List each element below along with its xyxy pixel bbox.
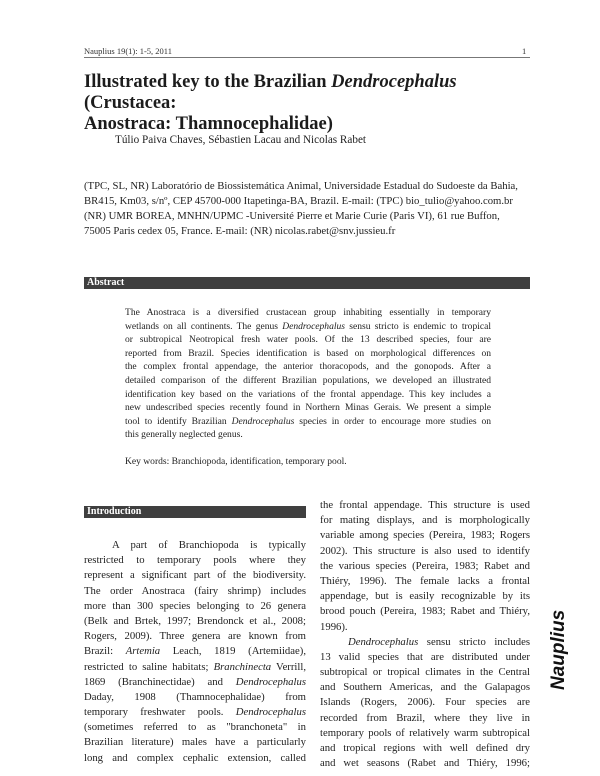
body-line: restricted to temporary pools where they — [84, 554, 306, 567]
title-part-2: (Crustacea: — [84, 93, 177, 113]
body-line: 1996). — [320, 620, 348, 633]
affiliation-line: BR415, Km03, s/nº, CEP 45700-000 Itapetinga-BA, Brazil. E-mail: (TPC) bio_tulio@yahoo.com.br — [84, 195, 513, 207]
introduction-heading: Introduction — [84, 506, 306, 518]
body-line: and tropical regions with well defined dry — [320, 742, 530, 754]
body-line: temporary pools of relatively warm subtropical — [320, 726, 530, 739]
body-line: and wet seasons (Rabet and Thiéry, 1996; — [320, 757, 530, 770]
article-title — [84, 72, 534, 135]
body-line: for mating displays, and is morphologically — [320, 514, 530, 527]
body-line: long and complex cephalic extension, called — [84, 751, 306, 764]
body-line: Thiéry, 1996). The female lacks a frontal — [320, 574, 530, 587]
abstract-body — [125, 306, 491, 442]
body-line: more than 300 species belonging to 26 genera — [84, 599, 306, 612]
body-line: 13 valid species that are distributed under — [320, 650, 530, 663]
body-line: Brazilian literature) males have a particularly — [84, 736, 306, 749]
body-line: Daday, 1908 (Thamnocephalidae) from — [84, 690, 306, 703]
page-number: 1 — [522, 46, 527, 56]
title-genus: Dendrocephalus — [331, 72, 457, 92]
body-line: represent a significant part of the biodiversity. — [84, 569, 306, 582]
abstract-line: this generally neglected genus. — [125, 429, 243, 441]
body-line: 2002). This structure is also used to identify — [320, 544, 530, 557]
keywords: Key words: Branchiopoda, identification, temporary pool. — [125, 456, 347, 467]
body-column-left — [84, 538, 306, 766]
body-column-right — [320, 498, 530, 771]
body-line: recorded from Brazil, where they live in — [320, 711, 530, 724]
running-head: Nauplius 19(1): 1-5, 2011 — [84, 46, 172, 56]
abstract-line: identification key based on the variations of the frontal appendage. This key includes a — [125, 388, 491, 400]
affiliation-line: 75005 Paris cedex 05, France. E-mail: (NR) nicolas.rabet@snv.jussieu.fr — [84, 225, 396, 237]
body-line: The order Anostraca (fairy shrimp) includes — [84, 584, 306, 597]
author-list: Túlio Paiva Chaves, Sébastien Lacau and Nicolas Rabet — [115, 134, 367, 146]
body-line: restricted to saline habitats; Branchinecta Verrill, — [84, 660, 307, 673]
body-line: the various species (Pereira, 1983; Rabet and — [320, 559, 530, 572]
journal-logo: Nauplius — [548, 609, 569, 690]
abstract-line: the complex frontal appendage, the anterior thoracopods, and the gonopods. After a — [125, 361, 491, 373]
body-line: subtropical or tropical climates in the Central — [320, 666, 530, 679]
header-rule — [84, 57, 530, 58]
body-line: appendage, but is easily recognizable by its — [320, 590, 530, 603]
affiliations — [84, 179, 534, 239]
body-line: Dendrocephalus sensu stricto includes — [348, 635, 530, 648]
body-line: A part of Branchiopoda is typically — [112, 539, 306, 551]
body-line: (sometimes referred to as "branchoneta" in — [84, 721, 306, 734]
body-line: variable among species (Pereira, 1983; Rogers — [320, 529, 530, 542]
title-line-2: Anostraca: Thamnocephalidae) — [84, 114, 333, 134]
body-line: temporary freshwater pools. Dendrocephalus — [84, 706, 306, 719]
abstract-line: detailed comparison of the different Brazilian populations, we developed an illustrated — [125, 374, 491, 386]
body-line: 1869 (Branchinectidae) and Dendrocephalus — [84, 675, 306, 688]
abstract-line: wetlands on all continents. The genus Dendrocephalus sensu stricto is endemic to tropical — [125, 320, 492, 332]
body-line: Rogers, 2009). Three genera are known from — [84, 630, 306, 643]
body-line: Brazil: Artemia Leach, 1819 (Artemiidae), — [84, 645, 306, 658]
affiliation-line: (NR) UMR BOREA, MNHN/UPMC -Université Pierre et Marie Curie (Paris VI), 61 rue Buffon, — [84, 210, 500, 222]
body-line: and Southern Americas, and the Galapagos — [320, 681, 530, 694]
title-part-1: Illustrated key to the Brazilian — [84, 72, 332, 92]
abstract-line: reported from Brazil. Species identification is based on morphological differences on — [125, 347, 491, 359]
body-line: Islands (Rogers, 2006). Four species are — [320, 696, 530, 709]
body-line: the frontal appendage. This structure is used — [320, 499, 530, 511]
abstract-line: or subtropical Neotropical fresh water pools. Of the 13 described species, four are — [125, 334, 491, 346]
abstract-line: The Anostraca is a diversified crustacean group inhabiting essentially in temporary — [125, 307, 491, 318]
body-line: (Belk and Brtek, 1997; Brendonck et al., 2008; — [84, 614, 306, 627]
body-line: brood pouch (Pereira, 1983; Rabet and Thiéry, — [320, 605, 530, 618]
abstract-line: new undescribed species recently found in Northern Minas Gerais. We present a simple — [125, 402, 491, 414]
abstract-heading: Abstract — [84, 277, 530, 289]
affiliation-line: (TPC, SL, NR) Laboratório de Biossistemática Animal, Universidade Estadual do Sudoeste da Bahia, — [84, 180, 518, 192]
abstract-line: tool to identify Brazilian Dendrocephalus species in order to encourage more studies on — [125, 415, 492, 427]
